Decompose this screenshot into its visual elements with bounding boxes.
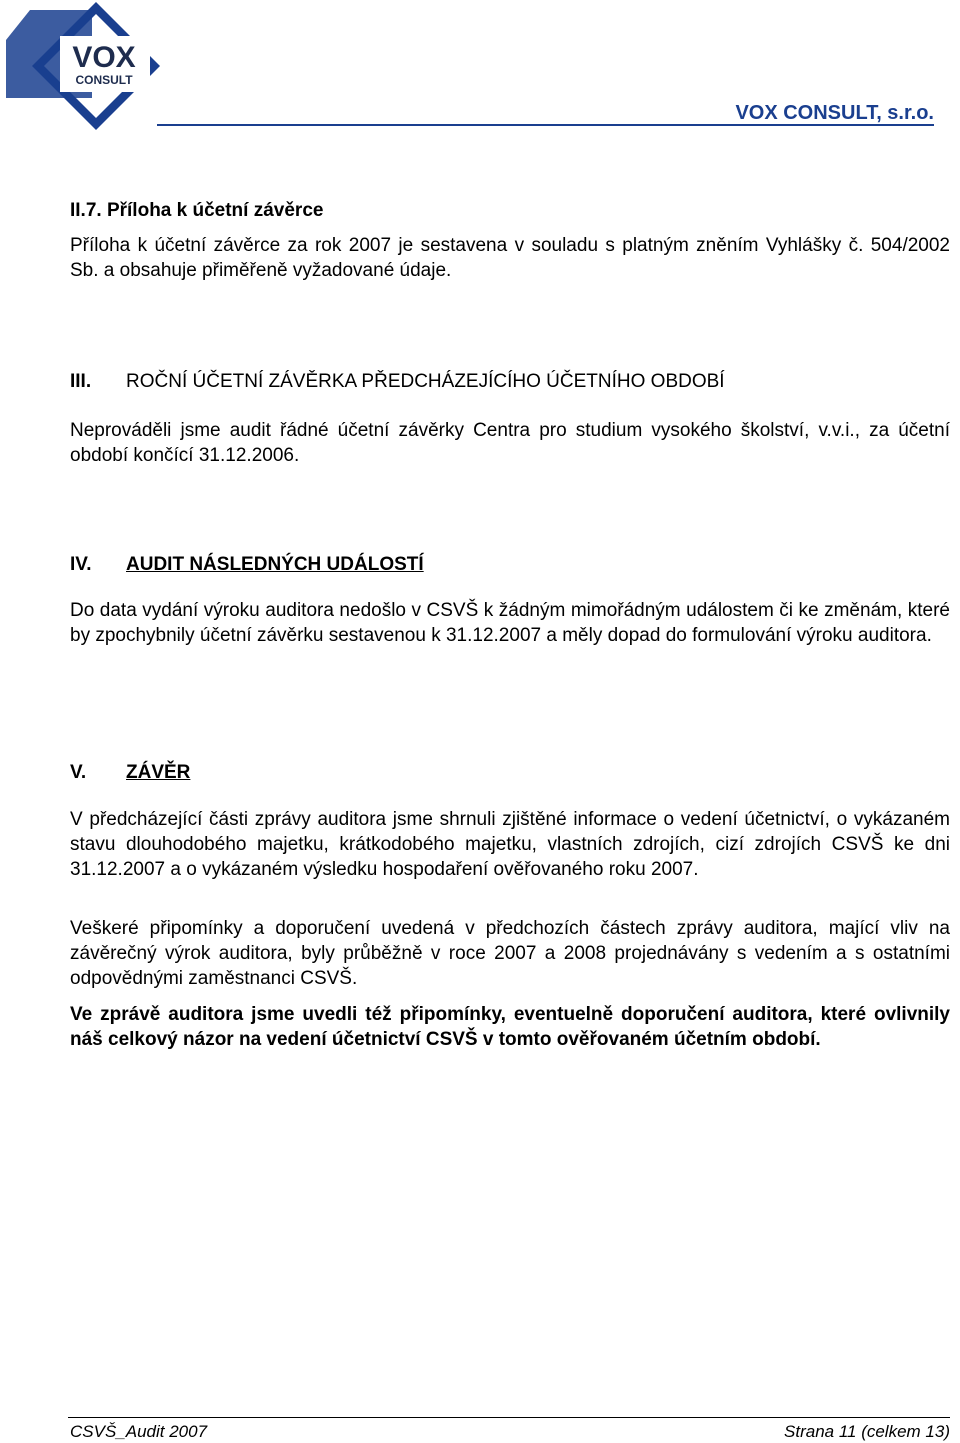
section-v-para2: Veškeré připomínky a doporučení uvedená v předchozích částech zprávy auditora, mající vliv na závěrečný výrok auditora, byly průběžně v roce 2007 a 2008 projednávány s vedením a s ostatními odpovědnými zaměstnanci CSVŠ.	[70, 918, 950, 989]
logo-subtext: CONSULT	[75, 73, 133, 87]
footer-document-name: CSVŠ_Audit 2007	[70, 1422, 208, 1441]
section-iii-body: Neprováděli jsme audit řádné účetní závěrky Centra pro studium vysokého školství, v.v.i., za účetní období končící 31.12.2006.	[70, 420, 950, 466]
section-iv-heading	[70, 552, 950, 577]
section-ii7-body: Příloha k účetní závěrce za rok 2007 je sestavena v souladu s platným zněním Vyhlášky č. 504/2002 Sb. a obsahuje přiměřeně vyžadované údaje.	[70, 235, 950, 281]
section-iv-number: IV.	[70, 554, 92, 575]
section-v-para1: V předcházející části zprávy auditora jsme shrnuli zjištěné informace o vedení účetnictví, o vykázaném stavu dlouhodobého majetku, krátkodobého majetku, vlastních zdrojích, cizí zdrojích CSVŠ ke dni 31.12.2007 a o vykázaném výsledku hospodaření ověřovaného roku 2007.	[70, 809, 950, 880]
section-iii-title: ROČNÍ ÚČETNÍ ZÁVĚRKA PŘEDCHÁZEJÍCÍHO ÚČETNÍHO OBDOBÍ	[126, 371, 725, 392]
section-v-number: V.	[70, 762, 87, 783]
logo-text: VOX	[72, 41, 136, 74]
section-v-para3: Ve zprávě auditora jsme uvedli též připomínky, eventuelně doporučení auditora, které ovlivnily náš celkový názor na vedení účetnictví CSVŠ v tomto ověřovaném účetním období.	[70, 1004, 950, 1050]
section-iii-heading	[70, 369, 950, 394]
section-iv-body: Do data vydání výroku auditora nedošlo v CSVŠ k žádným mimořádným událostem či ke změnám, které by zpochybnily účetní závěrku sestavenou k 31.12.2007 a měly dopad do formulování výroku auditora.	[70, 600, 950, 646]
section-v-title: ZÁVĚR	[126, 762, 191, 783]
section-iv-title: AUDIT NÁSLEDNÝCH UDÁLOSTÍ	[126, 554, 424, 575]
footer-page-number: Strana 11 (celkem 13)	[784, 1422, 950, 1441]
section-ii7-title: II.7. Příloha k účetní závěrce	[70, 200, 324, 221]
header-divider	[157, 124, 934, 126]
vox-consult-logo	[0, 0, 160, 130]
footer-divider	[68, 1417, 950, 1418]
section-iii-number: III.	[70, 371, 92, 392]
header-company: VOX CONSULT, s.r.o.	[735, 102, 934, 124]
section-v-heading	[70, 760, 950, 785]
